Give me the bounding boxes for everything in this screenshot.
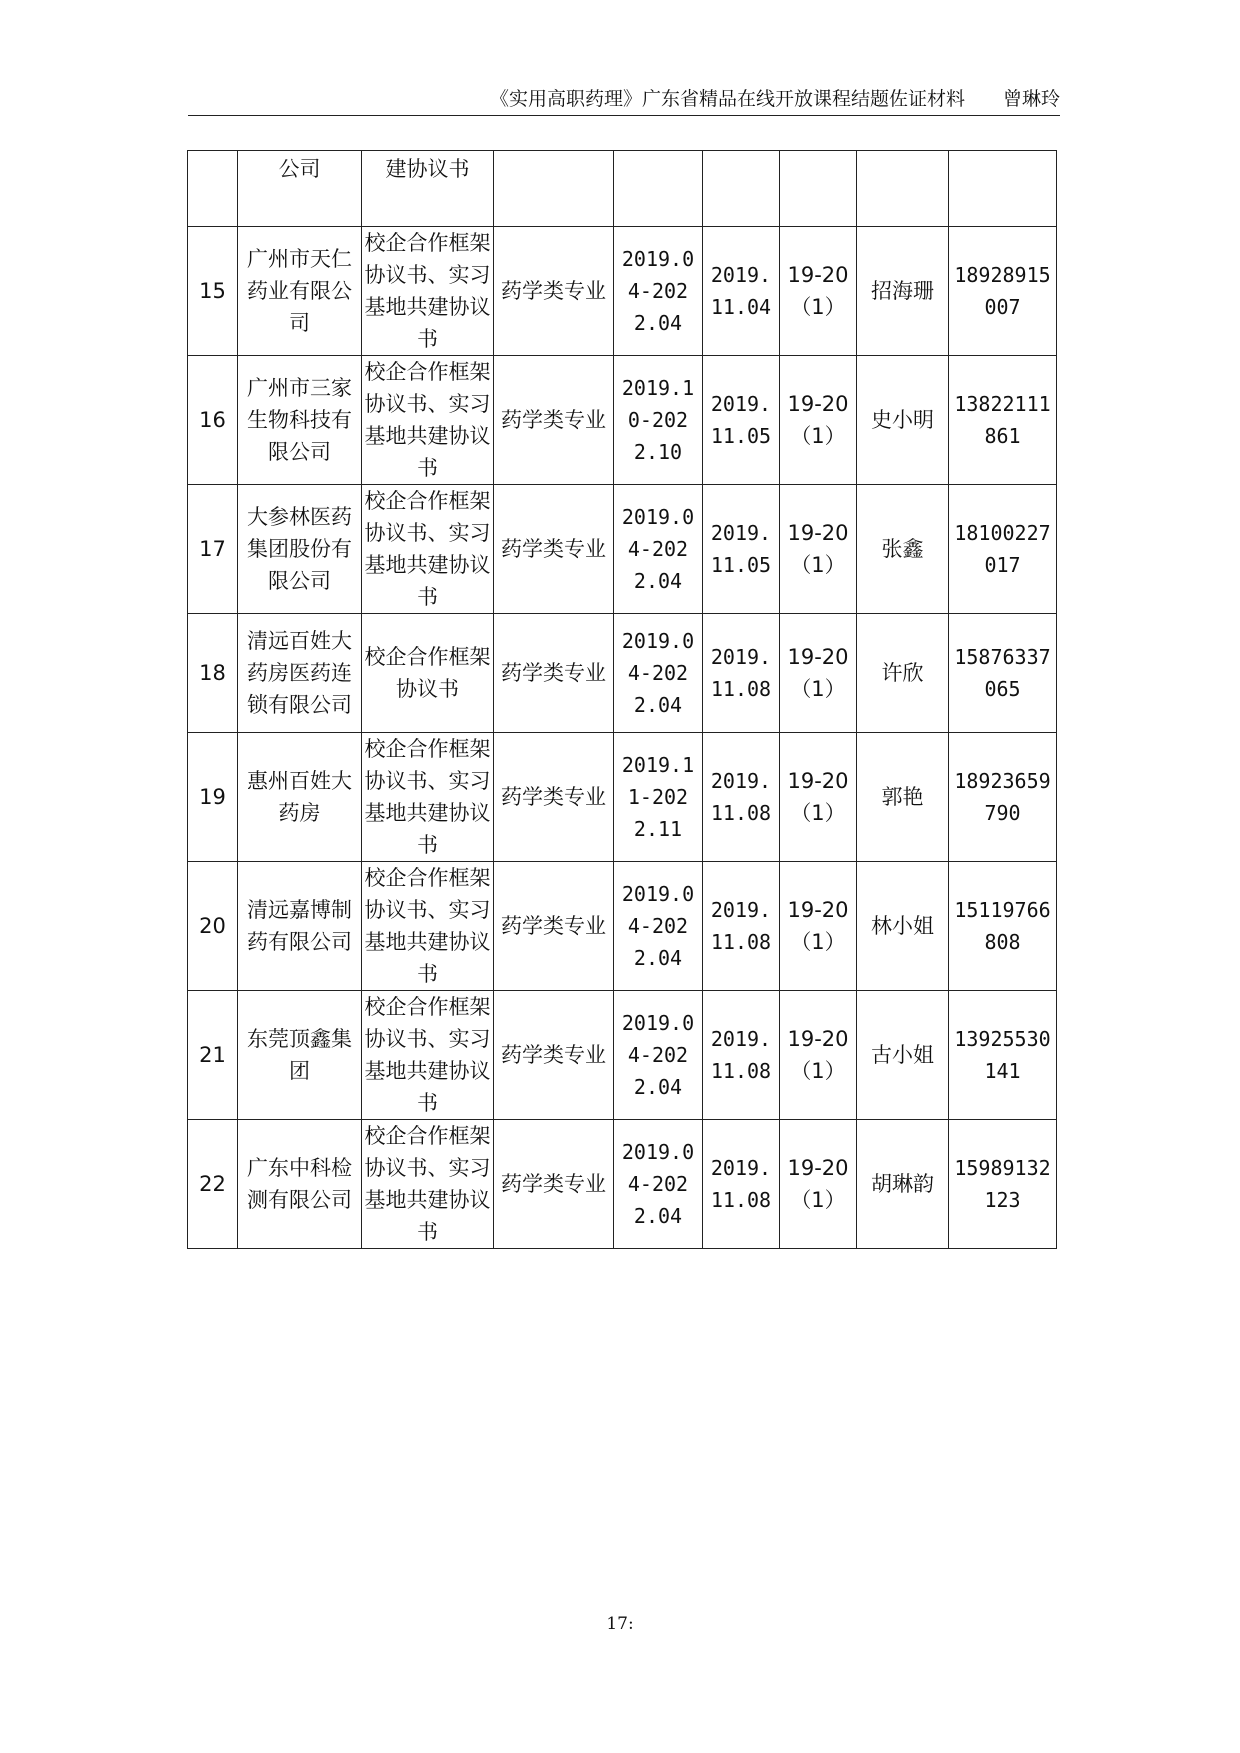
cell-semester: 19-20（1） <box>780 732 857 861</box>
cell-contact <box>857 151 949 227</box>
cell-period: 2019.10-2022.10 <box>614 356 703 485</box>
cell-company: 清远嘉博制药有限公司 <box>238 861 362 990</box>
cell-agreement: 校企合作框架协议书、实习基地共建协议书 <box>362 990 494 1119</box>
header-rule <box>188 115 1060 116</box>
cell-period: 2019.04-2022.04 <box>614 861 703 990</box>
table-row <box>188 1119 1057 1248</box>
table-row <box>188 227 1057 356</box>
cell-semester: 19-20（1） <box>780 356 857 485</box>
page-number: 17: <box>606 1614 634 1634</box>
cell-company: 公司 <box>238 151 362 227</box>
cell-semester <box>780 151 857 227</box>
cell-company: 大参林医药集团股份有限公司 <box>238 485 362 614</box>
cell-period: 2019.04-2022.04 <box>614 485 703 614</box>
cell-no: 16 <box>188 356 238 485</box>
cell-company: 广州市三家生物科技有限公司 <box>238 356 362 485</box>
cell-contact: 史小明 <box>857 356 949 485</box>
partner-agreement-table <box>187 150 1057 1249</box>
cell-period <box>614 151 703 227</box>
cell-agreement: 校企合作框架协议书、实习基地共建协议书 <box>362 356 494 485</box>
cell-period: 2019.04-2022.04 <box>614 990 703 1119</box>
cell-phone <box>949 151 1057 227</box>
cell-contact: 古小姐 <box>857 990 949 1119</box>
cell-no: 22 <box>188 1119 238 1248</box>
cell-company: 广东中科检测有限公司 <box>238 1119 362 1248</box>
table-row <box>188 614 1057 733</box>
cell-agreement: 建协议书 <box>362 151 494 227</box>
cell-contact: 林小姐 <box>857 861 949 990</box>
cell-company: 东莞顶鑫集团 <box>238 990 362 1119</box>
cell-period: 2019.11-2022.11 <box>614 732 703 861</box>
cell-company: 广州市天仁药业有限公司 <box>238 227 362 356</box>
cell-sign-date: 2019.11.08 <box>703 861 780 990</box>
table-row <box>188 356 1057 485</box>
cell-sign-date: 2019.11.08 <box>703 1119 780 1248</box>
cell-semester: 19-20（1） <box>780 485 857 614</box>
cell-contact: 张鑫 <box>857 485 949 614</box>
cell-sign-date <box>703 151 780 227</box>
cell-major: 药学类专业 <box>494 227 614 356</box>
cell-no: 15 <box>188 227 238 356</box>
table-row <box>188 732 1057 861</box>
cell-major: 药学类专业 <box>494 356 614 485</box>
cell-semester: 19-20（1） <box>780 861 857 990</box>
cell-no: 21 <box>188 990 238 1119</box>
cell-semester: 19-20（1） <box>780 227 857 356</box>
cell-major <box>494 151 614 227</box>
cell-contact: 许欣 <box>857 614 949 733</box>
cell-major: 药学类专业 <box>494 485 614 614</box>
cell-phone: 18923659790 <box>949 732 1057 861</box>
cell-semester: 19-20（1） <box>780 1119 857 1248</box>
cell-major: 药学类专业 <box>494 990 614 1119</box>
cell-agreement: 校企合作框架协议书、实习基地共建协议书 <box>362 861 494 990</box>
cell-sign-date: 2019.11.04 <box>703 227 780 356</box>
cell-agreement: 校企合作框架协议书 <box>362 614 494 733</box>
cell-contact: 胡琳韵 <box>857 1119 949 1248</box>
cell-major: 药学类专业 <box>494 1119 614 1248</box>
cell-phone: 15989132123 <box>949 1119 1057 1248</box>
cell-sign-date: 2019.11.08 <box>703 990 780 1119</box>
cell-period: 2019.04-2022.04 <box>614 227 703 356</box>
cell-agreement: 校企合作框架协议书、实习基地共建协议书 <box>362 732 494 861</box>
cell-agreement: 校企合作框架协议书、实习基地共建协议书 <box>362 227 494 356</box>
cell-phone: 18928915007 <box>949 227 1057 356</box>
cell-major: 药学类专业 <box>494 732 614 861</box>
cell-company: 惠州百姓大药房 <box>238 732 362 861</box>
cell-semester: 19-20（1） <box>780 990 857 1119</box>
cell-sign-date: 2019.11.05 <box>703 356 780 485</box>
running-header: 《实用高职药理》广东省精品在线开放课程结题佐证材料 曾琳玲 <box>489 88 1060 110</box>
cell-no: 20 <box>188 861 238 990</box>
cell-phone: 15119766808 <box>949 861 1057 990</box>
cell-no: 18 <box>188 614 238 733</box>
cell-contact: 招海珊 <box>857 227 949 356</box>
cell-company: 清远百姓大药房医药连锁有限公司 <box>238 614 362 733</box>
cell-semester: 19-20（1） <box>780 614 857 733</box>
cell-sign-date: 2019.11.08 <box>703 732 780 861</box>
cell-sign-date: 2019.11.05 <box>703 485 780 614</box>
cell-phone: 13925530141 <box>949 990 1057 1119</box>
table-row <box>188 485 1057 614</box>
cell-contact: 郭艳 <box>857 732 949 861</box>
cell-no: 19 <box>188 732 238 861</box>
table-row <box>188 861 1057 990</box>
cell-phone: 15876337065 <box>949 614 1057 733</box>
cell-no: 17 <box>188 485 238 614</box>
cell-major: 药学类专业 <box>494 861 614 990</box>
cell-sign-date: 2019.11.08 <box>703 614 780 733</box>
cell-phone: 13822111861 <box>949 356 1057 485</box>
cell-period: 2019.04-2022.04 <box>614 614 703 733</box>
cell-no <box>188 151 238 227</box>
cell-phone: 18100227017 <box>949 485 1057 614</box>
cell-agreement: 校企合作框架协议书、实习基地共建协议书 <box>362 1119 494 1248</box>
cell-major: 药学类专业 <box>494 614 614 733</box>
table-row <box>188 990 1057 1119</box>
cell-agreement: 校企合作框架协议书、实习基地共建协议书 <box>362 485 494 614</box>
table-row-continued <box>188 151 1057 227</box>
table-body <box>188 151 1057 1249</box>
cell-period: 2019.04-2022.04 <box>614 1119 703 1248</box>
